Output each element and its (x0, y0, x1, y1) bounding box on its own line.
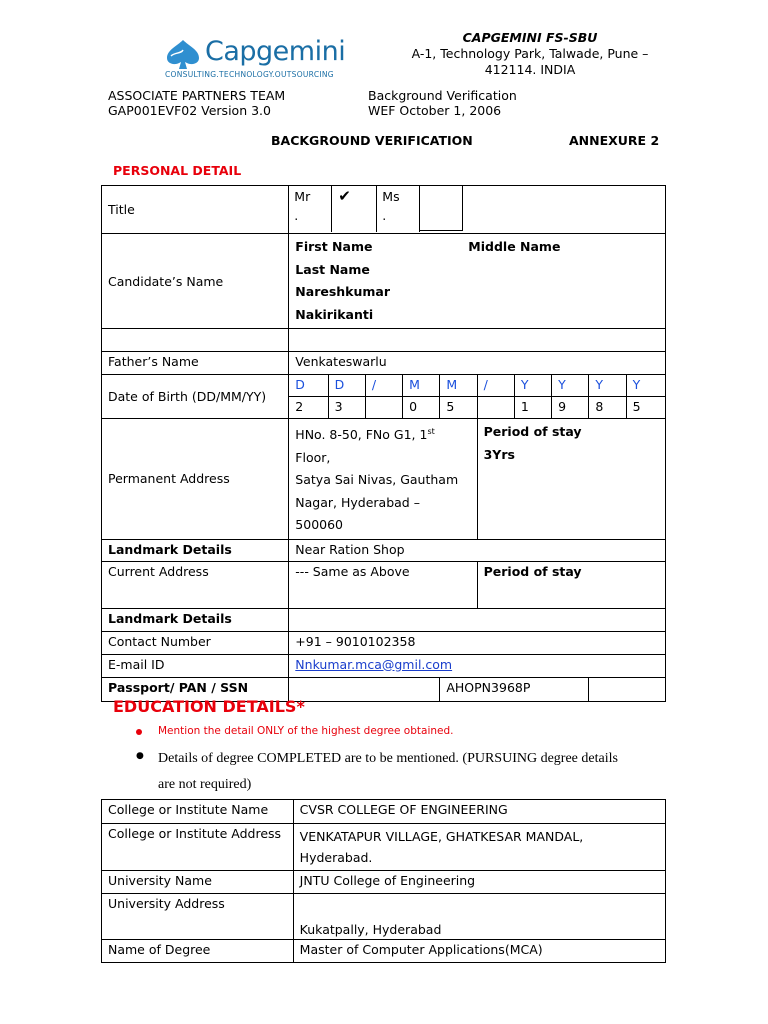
email-label: E-mail ID (102, 654, 289, 677)
capgemini-logo (163, 36, 346, 83)
doc-code: GAP001EVF02 Version 3.0 (108, 103, 271, 118)
dob-format-cell: Y (626, 375, 665, 397)
form-title: BACKGROUND VERIFICATION (271, 133, 473, 148)
permanent-address-label: Permanent Address (102, 419, 289, 540)
title-mr-box[interactable]: Mr . (289, 186, 332, 232)
current-address-value[interactable]: --- Same as Above (289, 561, 477, 608)
team-name: ASSOCIATE PARTNERS TEAM (108, 88, 286, 103)
email-row (102, 654, 666, 677)
period-label: Period of stay (483, 424, 582, 439)
dob-value-cell[interactable] (477, 397, 514, 419)
title-row (102, 186, 666, 234)
degree-label: Name of Degree (102, 940, 294, 963)
title-label: Title (102, 186, 289, 234)
education-note-1: Mention the detail ONLY of the highest degree obtained. (158, 725, 454, 737)
header-left (108, 88, 285, 118)
period-of-stay-cell[interactable] (477, 419, 665, 540)
degree-row (102, 940, 666, 963)
contact-value[interactable]: +91 – 9010102358 (289, 631, 666, 654)
degree-value[interactable]: Master of Computer Applications(MCA) (293, 940, 665, 963)
annexure-label: ANNEXURE 2 (569, 133, 660, 148)
pan-value[interactable]: AHOPN3968P (440, 677, 589, 701)
landmark-label-2: Landmark Details (102, 608, 289, 631)
dob-format-cell: M (440, 375, 477, 397)
dob-value-cell[interactable]: 3 (328, 397, 365, 419)
landmark-row-2 (102, 608, 666, 631)
dob-value-cell[interactable]: 2 (289, 397, 328, 419)
education-section-title: EDUCATION DETAILS* (113, 697, 305, 716)
contact-row (102, 631, 666, 654)
college-name-label: College or Institute Name (102, 800, 294, 824)
passport-value[interactable] (289, 677, 440, 701)
university-address-row (102, 894, 666, 940)
dob-format-cell: / (365, 375, 402, 397)
permanent-address-value[interactable]: HNo. 8-50, FNo G1, 1st Floor, Satya Sai Nivas, Gautham Nagar, Hyderabad – 500060 (289, 419, 477, 540)
current-address-label: Current Address (102, 561, 289, 608)
university-address-value[interactable]: Kukatpally, Hyderabad (293, 894, 665, 940)
dob-format-cell: D (289, 375, 328, 397)
dob-label: Date of Birth (DD/MM/YY) (102, 375, 289, 419)
first-name-label: First Name (295, 239, 373, 254)
university-name-value[interactable]: JNTU College of Engineering (293, 871, 665, 894)
personal-section-title: PERSONAL DETAIL (113, 163, 242, 178)
dob-format-row (102, 375, 666, 397)
title-mr-check-icon[interactable]: ✔ (332, 186, 377, 232)
dob-format-cell: M (403, 375, 440, 397)
current-address-row (102, 561, 666, 608)
dob-format-cell: Y (589, 375, 626, 397)
dob-format-cell: Y (514, 375, 551, 397)
college-name-row (102, 800, 666, 824)
personal-detail-table (101, 185, 666, 702)
blank-row (102, 329, 666, 352)
candidate-name-cell (289, 234, 666, 329)
dob-format-cell: D (328, 375, 365, 397)
candidate-name-label: Candidate’s Name (102, 234, 289, 329)
period-value: 3Yrs (483, 446, 515, 462)
father-value[interactable]: Venkateswarlu (289, 352, 666, 375)
college-name-value[interactable]: CVSR COLLEGE OF ENGINEERING (293, 800, 665, 824)
current-period-label[interactable]: Period of stay (477, 561, 665, 608)
company-name: CAPGEMINI FS-SBU (462, 30, 598, 45)
contact-label: Contact Number (102, 631, 289, 654)
dob-value-cell[interactable]: 0 (403, 397, 440, 419)
logo-tagline: CONSULTING.TECHNOLOGY.OUTSOURCING (165, 70, 334, 79)
company-block (380, 30, 680, 78)
university-name-label: University Name (102, 871, 294, 894)
title-ms-check-box[interactable] (420, 186, 463, 231)
college-address-label: College or Institute Address (102, 824, 294, 871)
logo-wordmark: Capgemini (205, 36, 346, 67)
header-right (368, 88, 517, 118)
bullet-icon (136, 729, 142, 735)
company-address-line2: 412114. INDIA (484, 62, 576, 77)
dob-value-cell[interactable]: 1 (514, 397, 551, 419)
dob-format-cell: / (477, 375, 514, 397)
doc-type: Background Verification (368, 88, 517, 103)
email-link[interactable]: Nnkumar.mca@gmil.com (295, 656, 453, 672)
university-address-label: University Address (102, 894, 294, 940)
spade-icon (163, 38, 203, 70)
dob-value-cell[interactable]: 8 (589, 397, 626, 419)
last-name-value: Nakirikanti (295, 306, 374, 322)
dob-format-cell: Y (552, 375, 589, 397)
college-address-value[interactable]: VENKATAPUR VILLAGE, GHATKESAR MANDAL, Hyderabad. (293, 824, 665, 871)
landmark-value-2[interactable] (289, 608, 666, 631)
education-table (101, 799, 666, 963)
landmark-row (102, 539, 666, 561)
permanent-address-row (102, 419, 666, 540)
company-address-line1: A-1, Technology Park, Talwade, Pune – (411, 46, 649, 61)
college-address-row (102, 824, 666, 871)
title-ms-box[interactable]: Ms . (377, 186, 420, 232)
wef-date: WEF October 1, 2006 (368, 103, 502, 118)
ssn-value[interactable] (589, 677, 666, 701)
dob-value-cell[interactable]: 5 (440, 397, 477, 419)
dob-value-cell[interactable] (365, 397, 402, 419)
dob-value-cell[interactable]: 5 (626, 397, 665, 419)
university-name-row (102, 871, 666, 894)
father-row (102, 352, 666, 375)
middle-name-label: Middle Name (468, 239, 561, 254)
landmark-value[interactable]: Near Ration Shop (289, 539, 666, 561)
passport-label: Passport/ PAN / SSN (102, 677, 289, 701)
bullet-icon: ● (136, 751, 144, 761)
dob-value-cell[interactable]: 9 (552, 397, 589, 419)
father-label: Father’s Name (102, 352, 289, 375)
landmark-label: Landmark Details (102, 539, 289, 561)
candidate-name-row (102, 234, 666, 329)
first-name-value: Nareshkumar (295, 284, 391, 299)
education-note-2: Details of degree COMPLETED are to be mentioned. (PURSUING degree details are not required) (158, 751, 618, 792)
last-name-label: Last Name (295, 261, 370, 277)
